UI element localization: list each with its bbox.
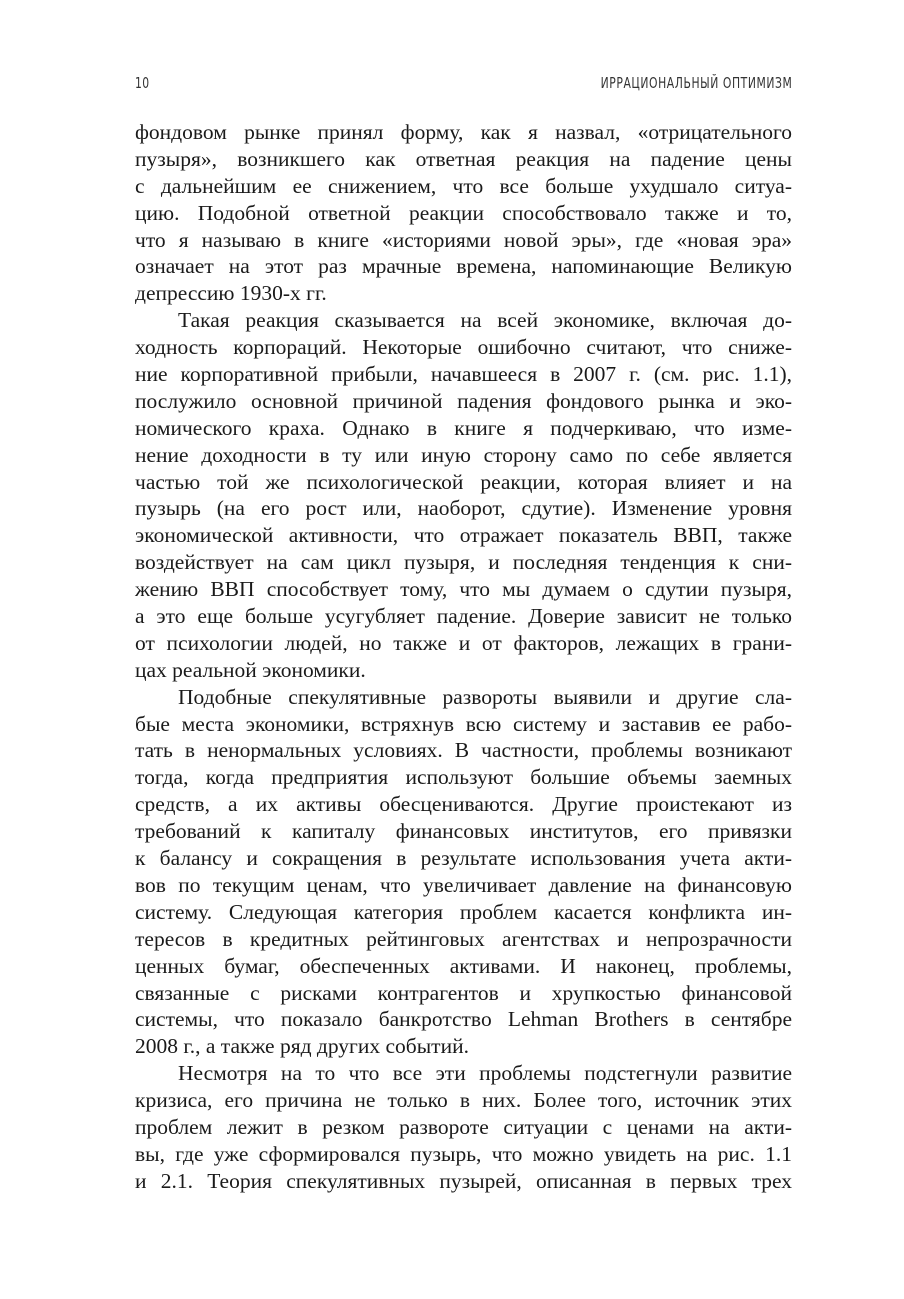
text-line: нение доходности в ту или иную сторону само по себе является — [135, 442, 792, 467]
paragraph — [135, 119, 792, 307]
text-line: частью той же психологической реакции, которая влияет и на — [135, 469, 792, 494]
text-line: вы, где уже сформировался пузырь, что можно увидеть на рис. 1.1 — [135, 1141, 792, 1166]
text-line: средств, а их активы обесцениваются. Другие проистекают из — [135, 792, 792, 817]
paragraph — [135, 1060, 792, 1194]
text-line: воздействует на сам цикл пузыря, и последняя тенденция к сни- — [135, 550, 792, 575]
text-line: кризиса, его причина не только в них. Более того, источник этих — [135, 1088, 792, 1113]
text-line: ние корпоративной прибыли, начавшееся в 2007 г. (см. рис. 1.1), — [135, 362, 792, 387]
text-line: фондовом рынке принял форму, как я назвал, «отрицательного — [135, 120, 792, 144]
text-line: от психологии людей, но также и от факторов, лежащих в грани- — [135, 630, 792, 655]
text-line: тать в ненормальных условиях. В частности, проблемы возникают — [135, 738, 792, 763]
text-line: бые места экономики, встряхнув всю систему и заставив ее рабо- — [135, 711, 792, 736]
page-header — [135, 74, 792, 94]
text-line: депрессию 1930-х гг. — [135, 281, 327, 306]
paragraph — [135, 684, 792, 1060]
text-line: номического краха. Однако в книге я подчеркиваю, что изме- — [135, 415, 792, 440]
text-line: означает на этот раз мрачные времена, напоминающие Великую — [135, 254, 792, 279]
text-line: к балансу и сокращения в результате использования учета акти- — [135, 846, 792, 871]
text-line: пузыря», возникшего как ответная реакция на падение цены — [135, 146, 792, 171]
text-line: и 2.1. Теория спекулятивных пузырей, описанная в первых трех — [135, 1168, 792, 1193]
text-line: ходность корпораций. Некоторые ошибочно считают, что сниже- — [135, 335, 792, 360]
text-line: цах реальной экономики. — [135, 657, 366, 682]
text-line: Такая реакция сказывается на всей экономике, включая до- — [178, 308, 792, 333]
text-line: Подобные спекулятивные развороты выявили и другие сла- — [178, 684, 792, 709]
text-line: проблем лежит в резком развороте ситуации с ценами на акти- — [135, 1114, 792, 1139]
text-line: 2008 г., а также ряд других событий. — [135, 1034, 469, 1059]
text-line: цию. Подобной ответной реакции способствовало также и то, — [135, 200, 792, 225]
text-line: тересов в кредитных рейтинговых агентствах и непрозрачности — [135, 926, 792, 951]
text-line: требований к капиталу финансовых институтов, его привязки — [135, 819, 792, 844]
text-line: экономической активности, что отражает показатель ВВП, также — [135, 523, 792, 548]
text-line: системы, что показало банкротство Lehman Brothers в сентябре — [135, 1007, 792, 1032]
text-line: связанные с рисками контрагентов и хрупкостью финансовой — [135, 980, 792, 1005]
running-title: ИРРАЦИОНАЛЬНЫЙ ОПТИМИЗМ — [600, 74, 792, 92]
text-line: тогда, когда предприятия используют большие объемы заемных — [135, 765, 792, 790]
paragraph — [135, 307, 792, 683]
text-line: вов по текущим ценам, что увеличивает давление на финансовую — [135, 872, 792, 897]
text-line: послужило основной причиной падения фондового рынка и эко- — [135, 388, 792, 413]
text-line: систему. Следующая категория проблем касается конфликта ин- — [135, 899, 792, 924]
text-line: Несмотря на то что все эти проблемы подстегнули развитие — [178, 1061, 792, 1086]
text-line: а это еще больше усугубляет падение. Доверие зависит не только — [135, 604, 792, 629]
body-text — [135, 119, 792, 1195]
text-line: что я называю в книге «историями новой эры», где «новая эра» — [135, 227, 792, 252]
text-line: с дальнейшим ее снижением, что все больше ухудшало ситуа- — [135, 173, 792, 198]
text-line: ценных бумаг, обеспеченных активами. И наконец, проблемы, — [135, 953, 792, 978]
page-number: 10 — [135, 74, 150, 92]
text-line: жению ВВП способствует тому, что мы думаем о сдутии пузыря, — [135, 577, 792, 602]
text-line: пузырь (на его рост или, наоборот, сдутие). Изменение уровня — [135, 496, 792, 521]
